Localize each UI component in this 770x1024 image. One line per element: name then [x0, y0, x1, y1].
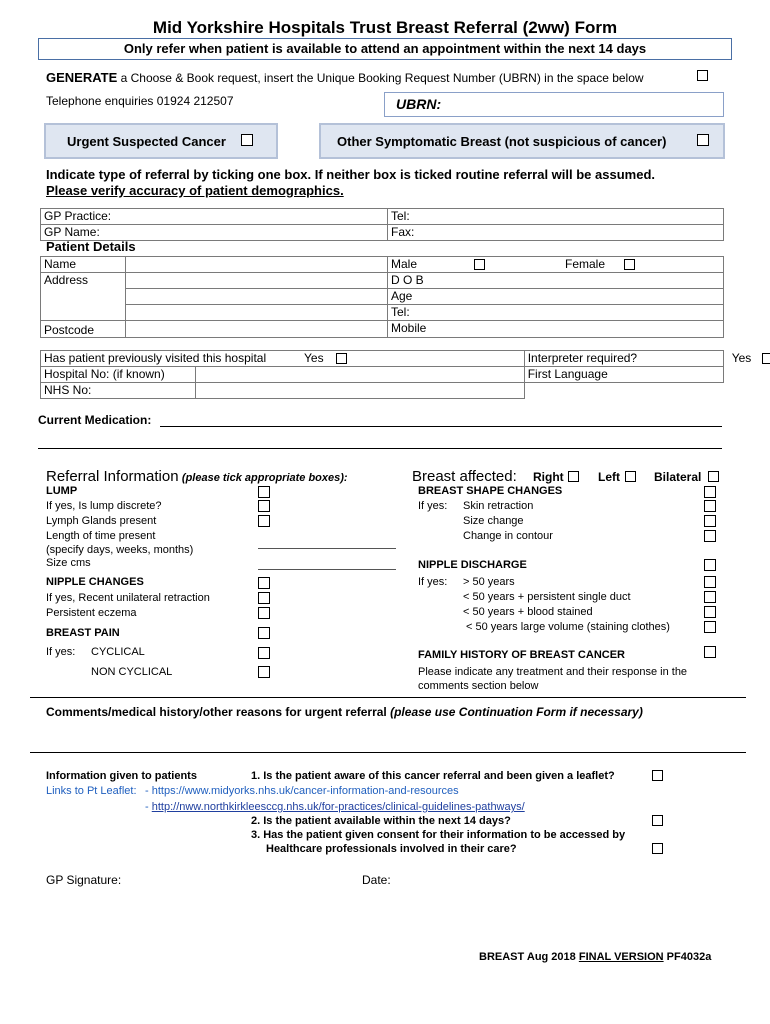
lymph-label: Lymph Glands present [46, 515, 157, 527]
section-divider [30, 697, 746, 698]
generate-text: a Choose & Book request, insert the Unique Booking Request Number (UBRN) in the space below [120, 71, 644, 85]
size-change-label: Size change [463, 515, 524, 527]
leaflet-link-2-dash: - [145, 801, 152, 813]
size-field[interactable] [258, 569, 396, 570]
size-label: Size cms [46, 557, 91, 569]
gp-fax-label: Fax: [388, 225, 724, 241]
nhs-no-field[interactable] [196, 383, 525, 399]
visited-label: Has patient previously visited this hospital [44, 351, 267, 365]
name-label: Name [41, 257, 126, 273]
tel-label: Tel: [388, 305, 724, 321]
comments-note: (please use Continuation Form if necessary) [390, 705, 643, 719]
footer-left: BREAST Aug 2018 [479, 951, 579, 963]
skin-retraction-checkbox[interactable] [704, 500, 716, 512]
gp-tel-label: Tel: [388, 209, 724, 225]
interpreter-yes-label: Yes [731, 351, 752, 365]
footer-final-version: FINAL VERSION [578, 951, 664, 963]
discharge-volume-label: < 50 years large volume (staining clothes) [466, 621, 670, 633]
age-label: Age [388, 289, 724, 305]
interpreter-cell [524, 351, 752, 367]
question-2-checkbox[interactable] [652, 815, 663, 826]
ubrn-field[interactable] [384, 92, 724, 117]
address-field-2[interactable] [126, 289, 388, 305]
bilateral-label: Bilateral [654, 470, 702, 484]
left-label: Left [598, 470, 620, 484]
other-symptomatic-option[interactable] [319, 123, 725, 159]
breast-pain-checkbox[interactable] [258, 627, 270, 639]
interpreter-label: Interpreter required? [527, 351, 638, 365]
leaflet-link-2-wrap [145, 801, 525, 813]
leaflet-link-1[interactable]: - https://www.midyorks.nhs.uk/cancer-information-and-resources [145, 785, 459, 797]
female-label: Female [565, 257, 606, 271]
family-note-line1: Please indicate any treatment and their response in the [418, 666, 688, 678]
length-note: (specify days, weeks, months) [46, 544, 194, 556]
family-note-line2: comments section below [418, 680, 539, 692]
lump-discrete-label: If yes, Is lump discrete? [46, 500, 162, 512]
shape-changes-label: BREAST SHAPE CHANGES [418, 485, 563, 497]
lymph-checkbox[interactable] [258, 515, 270, 527]
date-label: Date: [362, 873, 391, 887]
right-checkbox[interactable] [568, 471, 579, 482]
hospital-no-label: Hospital No: (if known) [41, 367, 196, 383]
mobile-label: Mobile [388, 321, 724, 338]
interpreter-yes-checkbox[interactable] [762, 353, 770, 364]
referral-heading-note: (please tick appropriate boxes): [181, 472, 348, 484]
bilateral-checkbox[interactable] [708, 471, 719, 482]
shape-changes-checkbox[interactable] [704, 486, 716, 498]
nipple-changes-checkbox[interactable] [258, 577, 270, 589]
nhs-no-label: NHS No: [41, 383, 196, 399]
size-change-checkbox[interactable] [704, 515, 716, 527]
info-given-label: Information given to patients [46, 770, 197, 782]
current-medication-label: Current Medication: [38, 413, 152, 427]
lump-discrete-checkbox[interactable] [258, 500, 270, 512]
discharge-volume-checkbox[interactable] [704, 621, 716, 633]
discharge-over-50-checkbox[interactable] [704, 576, 716, 588]
blank-cell [524, 383, 723, 399]
comments-heading [46, 705, 643, 719]
cyclical-label: CYCLICAL [91, 646, 145, 658]
referral-info-heading [46, 468, 348, 485]
retraction-label: If yes, Recent unilateral retraction [46, 592, 210, 604]
cyclical-checkbox[interactable] [258, 647, 270, 659]
first-language-label: First Language [524, 367, 723, 383]
lump-checkbox[interactable] [258, 486, 270, 498]
footer-version [479, 951, 711, 963]
gp-signature-label: GP Signature: [46, 873, 122, 887]
medication-line-1[interactable] [160, 426, 722, 427]
urgent-checkbox[interactable] [241, 134, 253, 146]
patient-details-heading: Patient Details [46, 239, 136, 254]
question-3-checkbox[interactable] [652, 843, 663, 854]
right-label: Right [533, 470, 564, 484]
postcode-label: Postcode [41, 321, 126, 338]
pain-if-yes-label: If yes: [46, 646, 76, 658]
address-field-3[interactable] [126, 305, 388, 321]
non-cyclical-checkbox[interactable] [258, 666, 270, 678]
nipple-discharge-label: NIPPLE DISCHARGE [418, 559, 527, 571]
dob-label: D O B [388, 273, 724, 289]
discharge-blood-checkbox[interactable] [704, 606, 716, 618]
question-3-line-2: Healthcare professionals involved in their care? [266, 843, 517, 855]
visited-cell [41, 351, 525, 367]
female-checkbox[interactable] [624, 259, 635, 270]
length-label: Length of time present [46, 530, 156, 542]
question-1: 1. Is the patient aware of this cancer referral and been given a leaflet? [251, 770, 615, 782]
discharge-single-duct-checkbox[interactable] [704, 591, 716, 603]
gp-name-label: GP Name: [41, 225, 388, 241]
gender-cell [388, 257, 724, 273]
question-2: 2. Is the patient available within the next 14 days? [251, 815, 511, 827]
address-field-1[interactable] [126, 273, 388, 289]
leaflet-links-label: Links to Pt Leaflet: [46, 785, 137, 797]
length-field[interactable] [258, 548, 396, 549]
nipple-discharge-checkbox[interactable] [704, 559, 716, 571]
gp-practice-label: GP Practice: [41, 209, 388, 225]
contour-checkbox[interactable] [704, 530, 716, 542]
footer-code: PF4032a [663, 951, 712, 963]
discharge-blood-label: < 50 years + blood stained [463, 606, 593, 618]
visited-yes-checkbox[interactable] [336, 353, 347, 364]
referral-heading-text: Referral Information [46, 468, 179, 485]
generate-checkbox[interactable] [697, 70, 708, 81]
eczema-label: Persistent eczema [46, 607, 137, 619]
other-checkbox[interactable] [697, 134, 709, 146]
page-title: Mid Yorkshire Hospitals Trust Breast Referral (2ww) Form [152, 18, 618, 37]
contour-label: Change in contour [463, 530, 553, 542]
discharge-if-yes-label: If yes: [418, 576, 448, 588]
banner-text: Only refer when patient is available to attend an appointment within the next 14 days [123, 41, 647, 56]
eczema-checkbox[interactable] [258, 607, 270, 619]
patient-details-table [40, 256, 724, 338]
generate-label: GENERATE [46, 70, 118, 85]
gp-details-table [40, 208, 724, 241]
retraction-checkbox[interactable] [258, 592, 270, 604]
availability-banner [38, 38, 732, 60]
urgent-referral-option[interactable] [44, 123, 278, 159]
male-label: Male [391, 257, 418, 271]
comments-field-line[interactable] [30, 752, 746, 753]
hospital-details-table [40, 350, 752, 399]
shape-if-yes-label: If yes: [418, 500, 448, 512]
generate-instruction [46, 70, 644, 85]
family-history-label: FAMILY HISTORY OF BREAST CANCER [418, 649, 625, 661]
name-field[interactable] [126, 257, 388, 273]
medication-line-2[interactable] [38, 448, 722, 449]
comments-label: Comments/medical history/other reasons for urgent referral [46, 705, 387, 719]
urgent-label: Urgent Suspected Cancer [67, 134, 226, 149]
address-label: Address [41, 273, 126, 321]
ubrn-label: UBRN: [396, 96, 442, 112]
lump-label: LUMP [46, 485, 78, 497]
telephone-enquiries: Telephone enquiries 01924 212507 [46, 94, 234, 108]
postcode-field[interactable] [126, 321, 388, 338]
discharge-single-duct-label: < 50 years + persistent single duct [463, 591, 631, 603]
visited-yes-label: Yes [304, 351, 324, 365]
other-label: Other Symptomatic Breast (not suspicious of cancer) [337, 134, 667, 149]
non-cyclical-label: NON CYCLICAL [91, 666, 173, 678]
nipple-changes-label: NIPPLE CHANGES [46, 576, 144, 588]
family-history-checkbox[interactable] [704, 646, 716, 658]
discharge-over-50-label: > 50 years [463, 576, 515, 588]
verify-instruction: Please verify accuracy of patient demographics. [46, 183, 344, 198]
breast-affected-heading: Breast affected: [412, 468, 517, 485]
question-3: 3. Has the patient given consent for their information to be accessed by [251, 829, 626, 841]
breast-pain-label: BREAST PAIN [46, 627, 120, 639]
leaflet-link-2[interactable]: http://nww.northkirkleesccg.nhs.uk/for-practices/clinical-guidelines-pathways/ [151, 801, 525, 813]
hospital-no-field[interactable] [196, 367, 525, 383]
male-checkbox[interactable] [474, 259, 485, 270]
referral-instruction: Indicate type of referral by ticking one box. If neither box is ticked routine referral will be assumed. [46, 167, 655, 182]
skin-retraction-label: Skin retraction [463, 500, 534, 512]
question-1-checkbox[interactable] [652, 770, 663, 781]
left-checkbox[interactable] [625, 471, 636, 482]
